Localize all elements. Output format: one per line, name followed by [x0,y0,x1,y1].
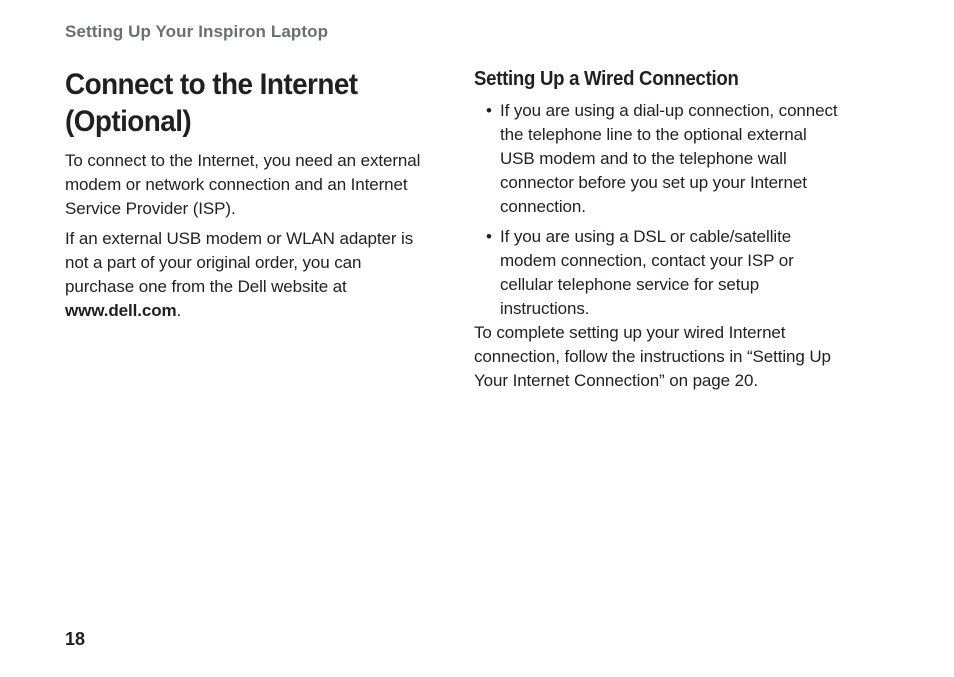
bullet-text: If you are using a dial-up connection, connect the telephone line to the optional external USB modem and to the telephone wall connector before you set up your Internet connection. [500,101,838,216]
modem-paragraph-end: . [176,301,182,320]
bullet-list [474,99,849,321]
running-header: Setting Up Your Inspiron Laptop [65,22,329,41]
bullet-text: If you are using a DSL or cable/satellite modem connection, contact your ISP or cellular telephone service for setup instructions. [500,227,794,318]
page-number: 18 [65,629,86,649]
right-column [474,66,849,393]
list-item [474,225,820,321]
list-item [474,99,840,219]
wired-completion-paragraph: To complete setting up your wired Internet connection, follow the instructions in “Setting Up Your Internet Connection” on page 20. [474,323,831,390]
modem-paragraph [65,227,417,323]
section-title: Setting Up a Wired Connection [474,68,739,90]
page-title: Connect to the Internet (Optional) [65,68,358,138]
dell-website-link[interactable]: www.dell.com [65,301,177,320]
left-column [65,66,450,323]
bullet-icon: • [486,227,492,246]
intro-paragraph: To connect to the Internet, you need an external modem or network connection and an Internet Service Provider (ISP). [65,151,421,218]
modem-paragraph-text: If an external USB modem or WLAN adapter is not a part of your original order, you can purchase one from the Dell website at [65,229,414,296]
bullet-icon: • [486,101,492,120]
